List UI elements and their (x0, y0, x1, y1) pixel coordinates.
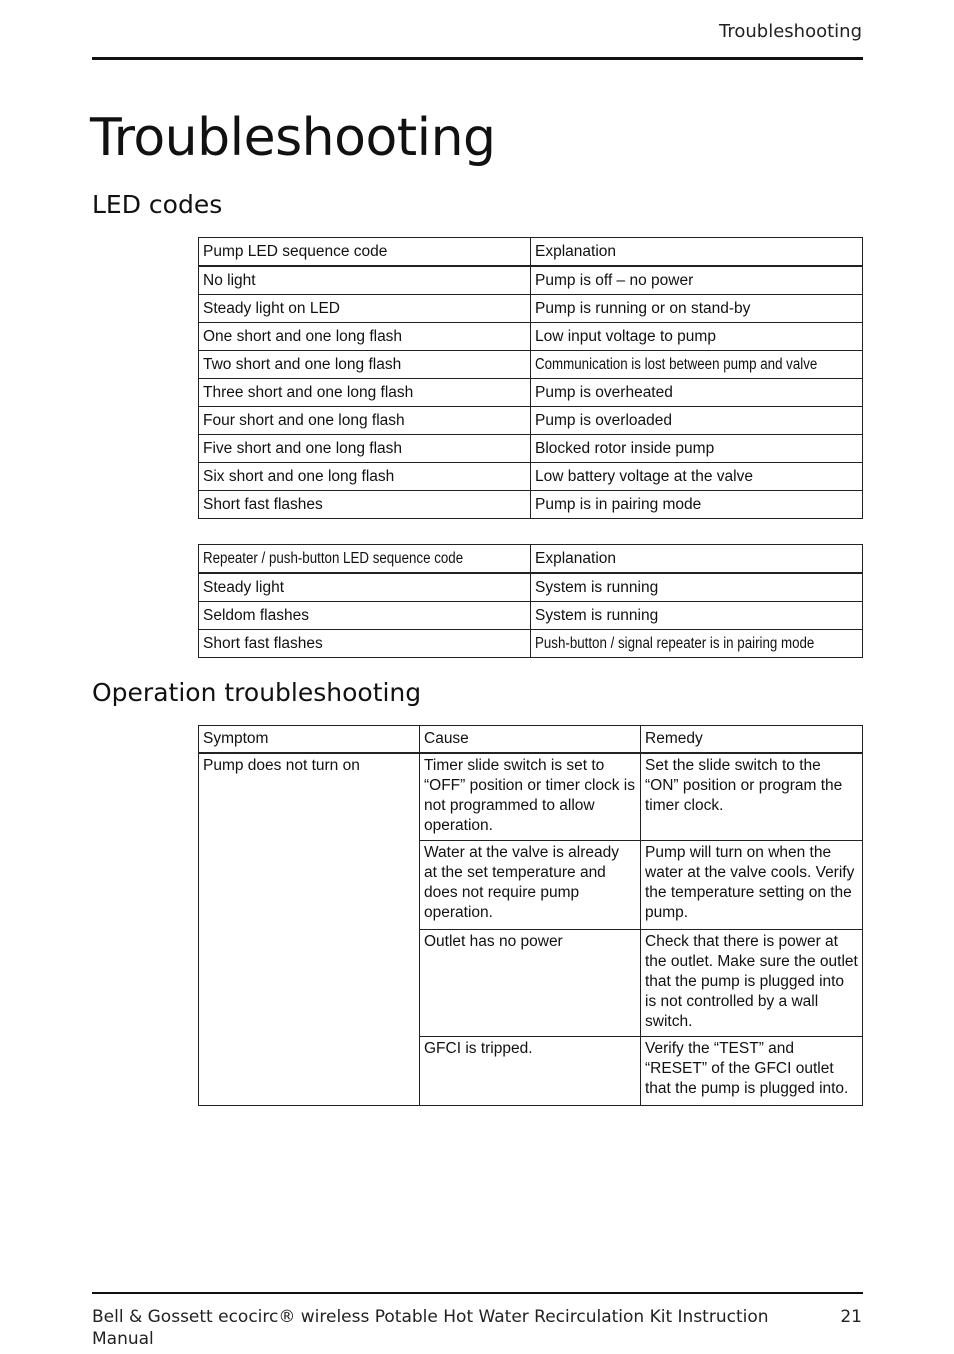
cause-cell: Water at the valve is already at the set temperature and does not require pump operation. (420, 841, 641, 930)
explanation-cell: Pump is overheated (531, 379, 863, 407)
led-code-cell: Steady light on LED (199, 295, 531, 323)
remedy-cell: Check that there is power at the outlet. Make sure the outlet that the pump is plugged into is not controlled by a wall switch. (641, 930, 863, 1037)
explanation-cell: Pump is running or on stand-by (531, 295, 863, 323)
table-row (199, 630, 863, 658)
explanation-text: Communication is lost between pump and valve (535, 356, 818, 373)
explanation-cell: Low battery voltage at the valve (531, 463, 863, 491)
led-code-cell: Four short and one long flash (199, 407, 531, 435)
explanation-cell: System is running (531, 573, 863, 602)
explanation-cell (531, 630, 863, 658)
footer-title: Bell & Gossett ecocirc® wireless Potable Hot Water Recirculation Kit Instruction Manual (92, 1307, 769, 1349)
explanation-cell: Blocked rotor inside pump (531, 435, 863, 463)
led-codes-heading: LED codes (92, 190, 223, 219)
remedy-cell: Pump will turn on when the water at the valve cools. Verify the temperature setting on the pump. (641, 841, 863, 930)
remedy-cell: Set the slide switch to the “ON” position or program the timer clock. (641, 753, 863, 841)
explanation-cell: Pump is overloaded (531, 407, 863, 435)
column-header-text: Repeater / push-button LED sequence code (203, 550, 464, 567)
column-header: Remedy (641, 726, 863, 754)
table-row (199, 295, 863, 323)
led-code-cell: Two short and one long flash (199, 351, 531, 379)
led-code-cell: Six short and one long flash (199, 463, 531, 491)
remedy-cell: Verify the “TEST” and “RESET” of the GFCI outlet that the pump is plugged into. (641, 1037, 863, 1106)
table-row (199, 266, 863, 295)
table-row (199, 323, 863, 351)
led-code-cell: Short fast flashes (199, 630, 531, 658)
explanation-cell: Pump is in pairing mode (531, 491, 863, 519)
operation-heading: Operation troubleshooting (92, 678, 422, 707)
led-code-cell: Seldom flashes (199, 602, 531, 630)
running-header: Troubleshooting (719, 21, 862, 42)
led-code-cell: Five short and one long flash (199, 435, 531, 463)
operation-table (198, 725, 863, 1106)
table-header-row (199, 726, 863, 754)
led-code-cell: Steady light (199, 573, 531, 602)
table-row (199, 463, 863, 491)
table-row (199, 379, 863, 407)
header-rule (92, 57, 863, 60)
table-row (199, 491, 863, 519)
table-header-row (199, 545, 863, 574)
table-row (199, 407, 863, 435)
cause-cell: Outlet has no power (420, 930, 641, 1037)
repeater-led-table (198, 544, 863, 658)
cause-cell: GFCI is tripped. (420, 1037, 641, 1106)
explanation-cell: Pump is off – no power (531, 266, 863, 295)
page-number: 21 (840, 1307, 862, 1327)
table-row (199, 602, 863, 630)
explanation-cell: Low input voltage to pump (531, 323, 863, 351)
led-code-cell: No light (199, 266, 531, 295)
table-row (199, 435, 863, 463)
led-code-cell: Short fast flashes (199, 491, 531, 519)
cause-cell: Timer slide switch is set to “OFF” position or timer clock is not programmed to allow operation. (420, 753, 641, 841)
explanation-text: Push-button / signal repeater is in pairing mode (535, 635, 815, 652)
led-code-cell: One short and one long flash (199, 323, 531, 351)
column-header: Pump LED sequence code (199, 238, 531, 267)
table-row (199, 351, 863, 379)
symptom-cell: Pump does not turn on (199, 753, 420, 1106)
column-header: Explanation (531, 545, 863, 574)
table-header-row (199, 238, 863, 267)
page-title: Troubleshooting (90, 108, 496, 168)
table-row (199, 753, 863, 841)
column-header: Explanation (531, 238, 863, 267)
pump-led-table (198, 237, 863, 519)
led-code-cell: Three short and one long flash (199, 379, 531, 407)
column-header: Symptom (199, 726, 420, 754)
footer-rule (92, 1292, 863, 1294)
explanation-cell (531, 351, 863, 379)
table-row (199, 573, 863, 602)
column-header: Cause (420, 726, 641, 754)
column-header (199, 545, 531, 574)
explanation-cell: System is running (531, 602, 863, 630)
